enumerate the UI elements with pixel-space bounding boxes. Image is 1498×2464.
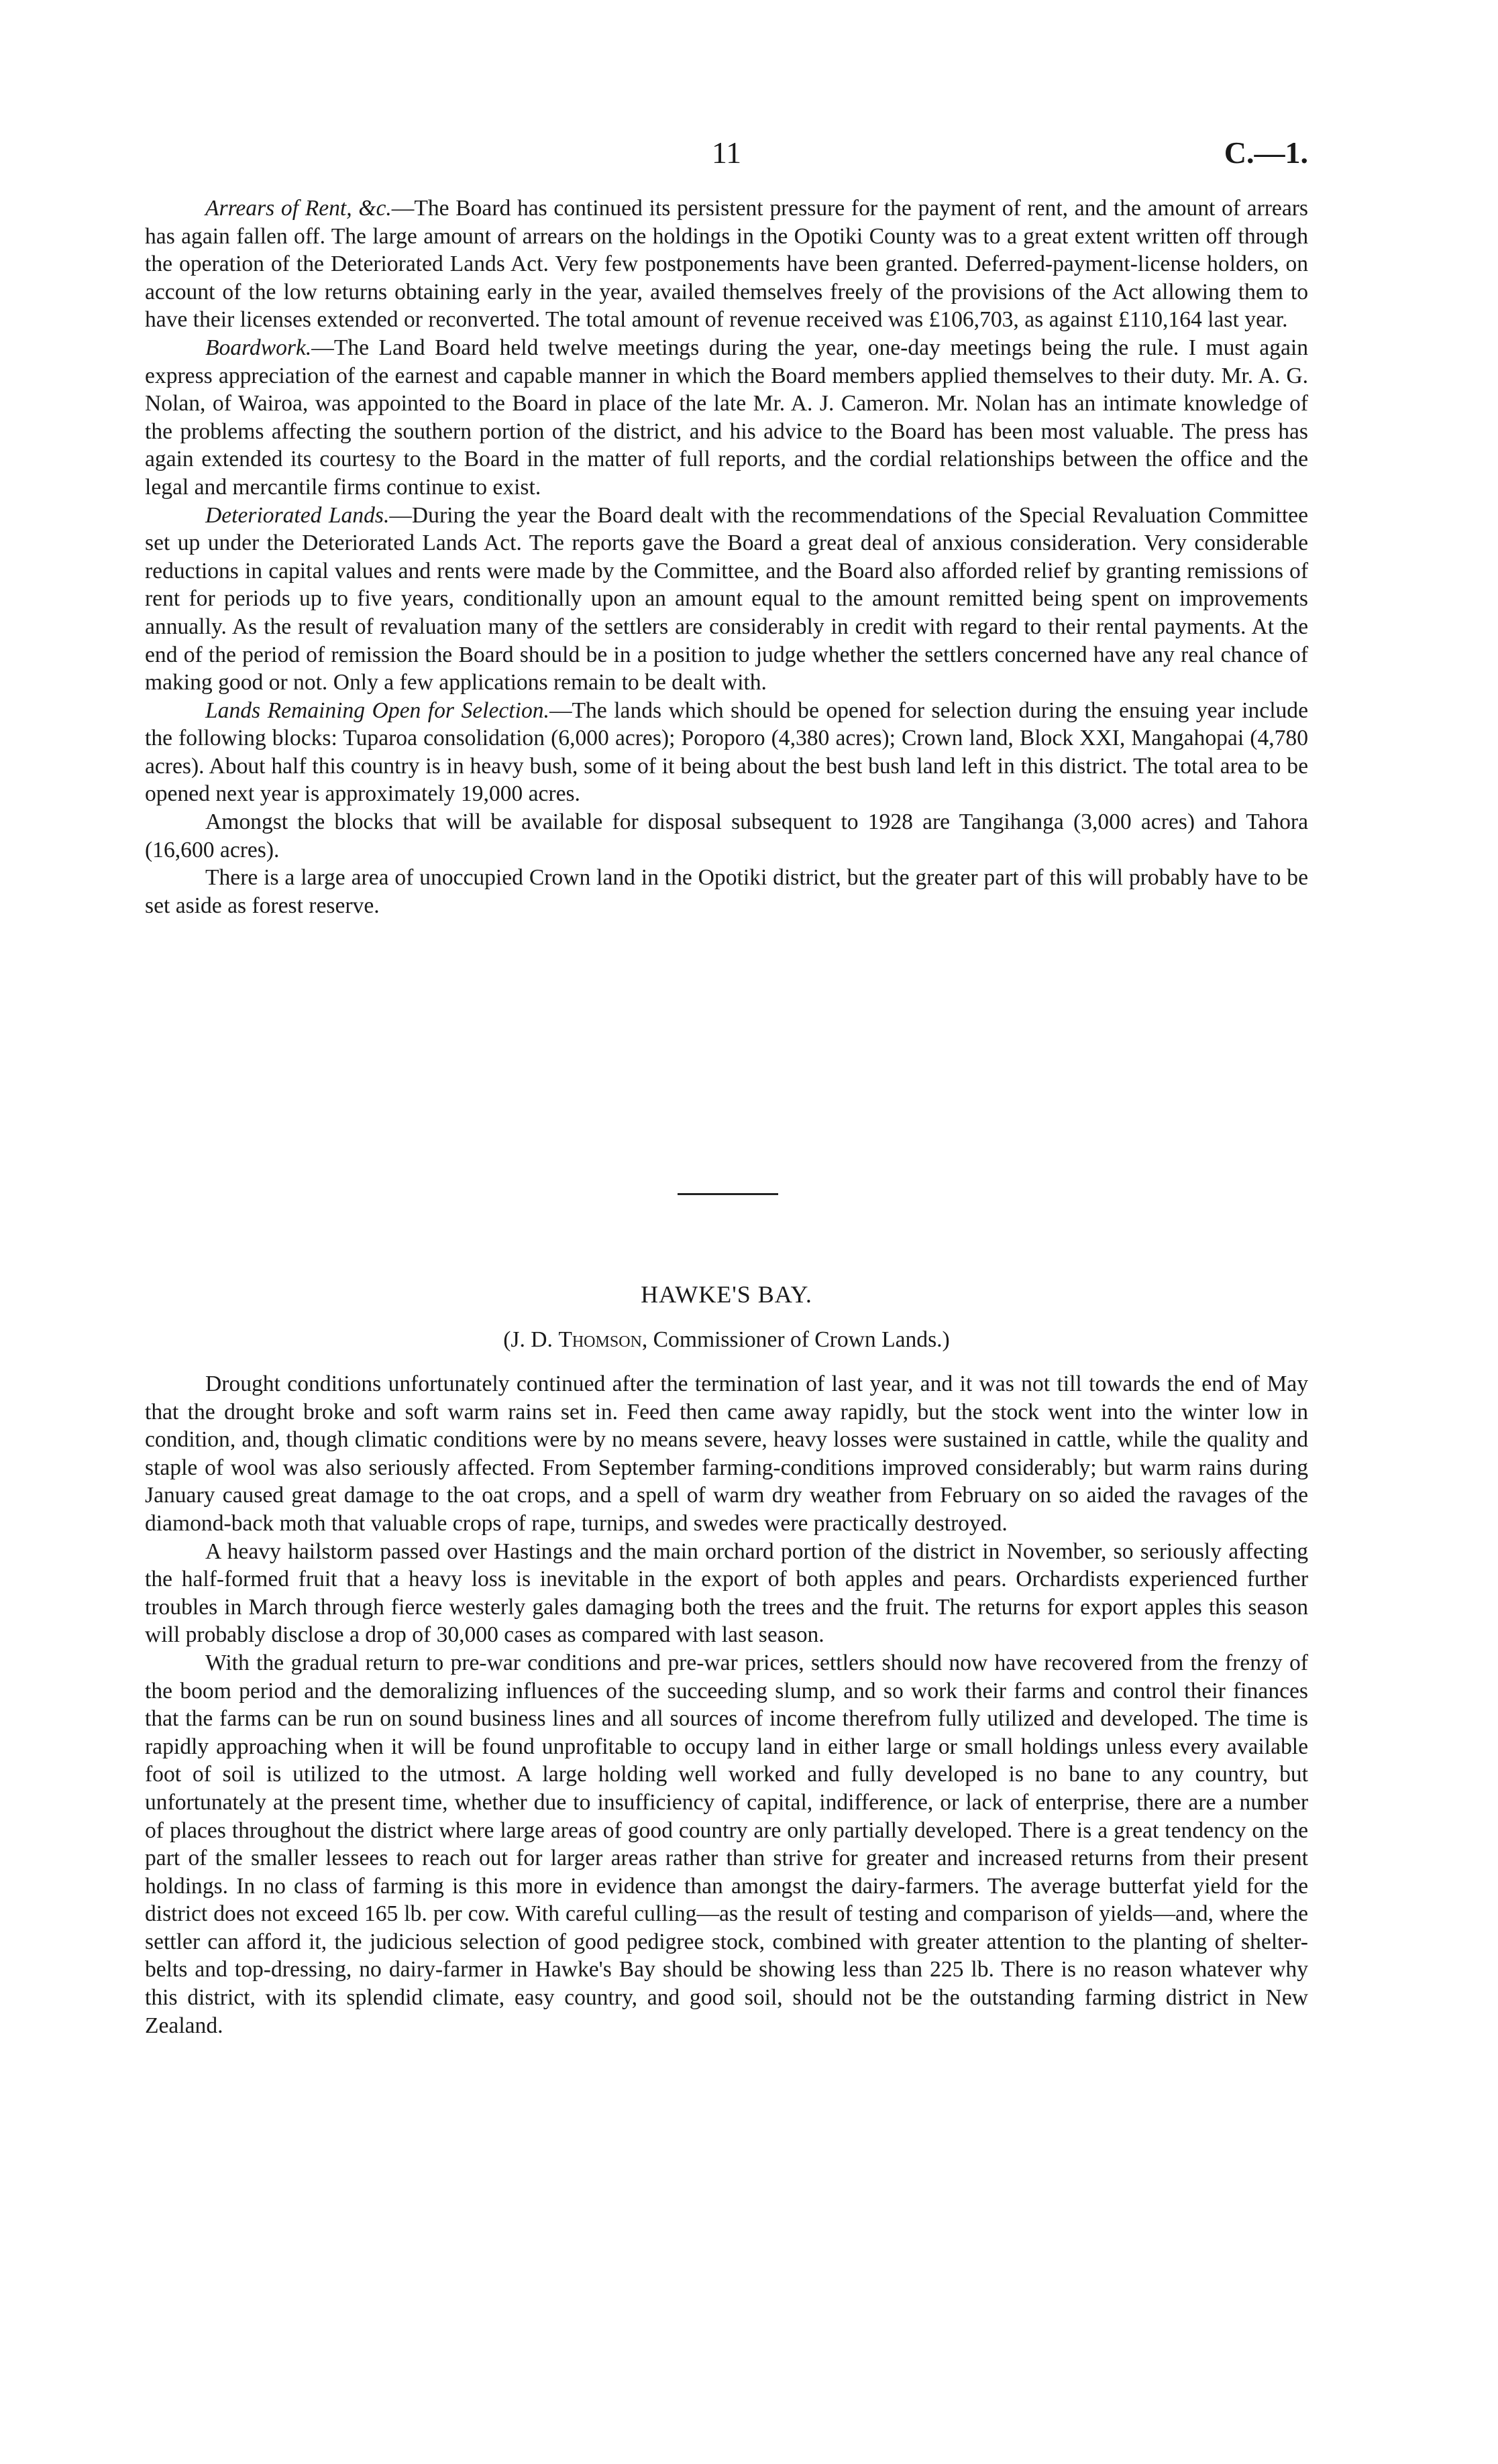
byline-open: (J. D. (503, 1327, 559, 1352)
paragraph-deteriorated-lands (145, 502, 1308, 697)
section-divider (678, 1193, 778, 1195)
section-title: HAWKE'S BAY. (641, 1281, 812, 1308)
paragraph-body: —The Board has continued its persistent pressure for the payment of rent, and the amount of arrears has again fallen off. The large amount of arrears on the holdings in the Opotiki County was to a great extent written off through the operation of the Deteriorated Lands Act. Very few postponements have been granted. Deferred-payment-license holders, on account of the low returns obtaining early in the year, availed themselves freely of the provisions of the Act allowing them to have their licenses extended or reconverted. The total amount of revenue received was £106,703, as against £110,164 last year. (145, 196, 1308, 333)
paragraph-opotiki (145, 864, 1308, 919)
paragraph-blocks-1928 (145, 808, 1308, 864)
paragraph-heading: Lands Remaining Open for Selection. (205, 697, 549, 723)
page-header (145, 134, 1308, 174)
top-section (145, 194, 1308, 919)
paragraph-heading: Arrears of Rent, &c. (205, 196, 392, 221)
paragraph-hailstorm: A heavy hailstorm passed over Hastings and the main orchard portion of the district in November, so seriously affecting the half-formed fruit that a heavy loss is inevitable in the export of both apples and pears. Orchardists experienced further troubles in March through fierce westerly gales damaging both the trees and the fruit. The returns for export apples this season will probably disclose a drop of 30,000 cases as compared with last season. (145, 1538, 1308, 1648)
document-reference: C.—1. (1224, 135, 1308, 170)
section-byline (145, 1325, 1308, 1355)
paragraph-body: There is a large area of unoccupied Crown land in the Opotiki district, but the greater part of this will probably have to be set aside as forest reserve. (145, 865, 1308, 918)
paragraph-body: —The Land Board held twelve meetings during the year, one-day meetings being the rule. I must again express appreciation of the earnest and capable manner in which the Board members applied themselves to their duty. Mr. A. G. Nolan, of Wairoa, was appointed to the Board in place of the late Mr. A. J. Cameron. Mr. Nolan has an intimate knowledge of the problems affecting the southern portion of the district, and his advice to the Board has been most valuable. The press has again extended its courtesy to the Board in the matter of full reports, and the cordial relationships between the office and the legal and mercantile firms continue to exist. (145, 335, 1308, 500)
paragraph-body: Amongst the blocks that will be available for disposal subsequent to 1928 are Tangihanga (3,000 acres) and Tahora (16,600 acres). (145, 809, 1308, 862)
byline-name: Thomson (558, 1327, 642, 1352)
byline-rest: , Commissioner of Crown Lands.) (641, 1327, 950, 1352)
paragraph-heading: Deteriorated Lands. (205, 502, 390, 528)
paragraph-heading: Boardwork. (205, 335, 312, 360)
paragraph-boardwork (145, 334, 1308, 502)
paragraph-drought: Drought conditions unfortunately continued after the termination of last year, and it was not till towards the end of May that the drought broke and soft warm rains set in. Feed then came away rapidly, but the stock went into the winter low in condition, and, though climatic conditions were by no means severe, heavy losses were sustained in cattle, while the quality and staple of wool was also seriously affected. From September farming-conditions improved considerably; but warm rains during January caused great damage to the oat crops, and a spell of warm dry weather from February on so aided the ravages of the diamond-back moth that valuable crops of rape, turnips, and swedes were practically destroyed. (145, 1371, 1308, 1536)
paragraph-lands-open (145, 697, 1308, 808)
paragraph-body: —The lands which should be opened for selection during the ensuing year include the following blocks: Tuparoa consolidation (6,000 acres); Poroporo (4,380 acres); Crown land, Block XXI, Mangahopai (4,780 acres). About half this country is in heavy bush, some of it being about the best bush land left in this district. The total area to be opened next year is approximately 19,000 acres. (145, 697, 1309, 807)
paragraph-pre-war: With the gradual return to pre-war conditions and pre-war prices, settlers should now have recovered from the frenzy of the boom period and the demoralizing influences of the succeeding slump, and so work their farms and control their finances that the farms can be run on sound business lines and all sources of income therefrom fully utilized and developed. The time is rapidly approaching when it will be found unprofitable to occupy land in either large or small holdings unless every available foot of soil is utilized to the utmost. A large holding well worked and fully developed is no bane to any country, but unfortunately at the present time, whether due to insufficiency of capital, indifference, or lack of enterprise, there are a number of places throughout the district where large areas of good country are only partially developed. There is a great tendency on the part of the smaller lessees to reach out for larger areas rather than strive for greater and increased returns from their present holdings. In no class of farming is this more in evidence than amongst the dairy-farmers. The average butterfat yield for the district does not exceed 165 lb. per cow. With careful culling—as the result of testing and comparison of yields—and, where the settler can afford it, the judicious selection of good pedigree stock, combined with greater attention to the planting of shelter-belts and top-dressing, no dairy-farmer in Hawke's Bay should be showing less than 225 lb. There is no reason whatever why this district, with its splendid climate, easy country, and good soil, should not be the outstanding farming district in New Zealand. (145, 1650, 1308, 2038)
paragraph-arrears (145, 194, 1308, 334)
page-number: 11 (711, 135, 742, 170)
hawkes-bay-section (145, 1370, 1308, 2039)
paragraph-body: —During the year the Board dealt with the recommendations of the Special Revaluation Committee set up under the Deteriorated Lands Act. The reports gave the Board a great deal of anxious consideration. Very considerable reductions in capital values and rents were made by the Committee, and the Board also afforded relief by granting remissions of rent for periods up to five years, conditionally upon an amount equal to the amount remitted being spent on improvements annually. As the result of revaluation many of the settlers are considerably in credit with regard to their rental payments. At the end of the period of remission the Board should be in a position to judge whether the settlers concerned have any real chance of making good or not. Only a few applications remain to be dealt with. (145, 502, 1308, 695)
